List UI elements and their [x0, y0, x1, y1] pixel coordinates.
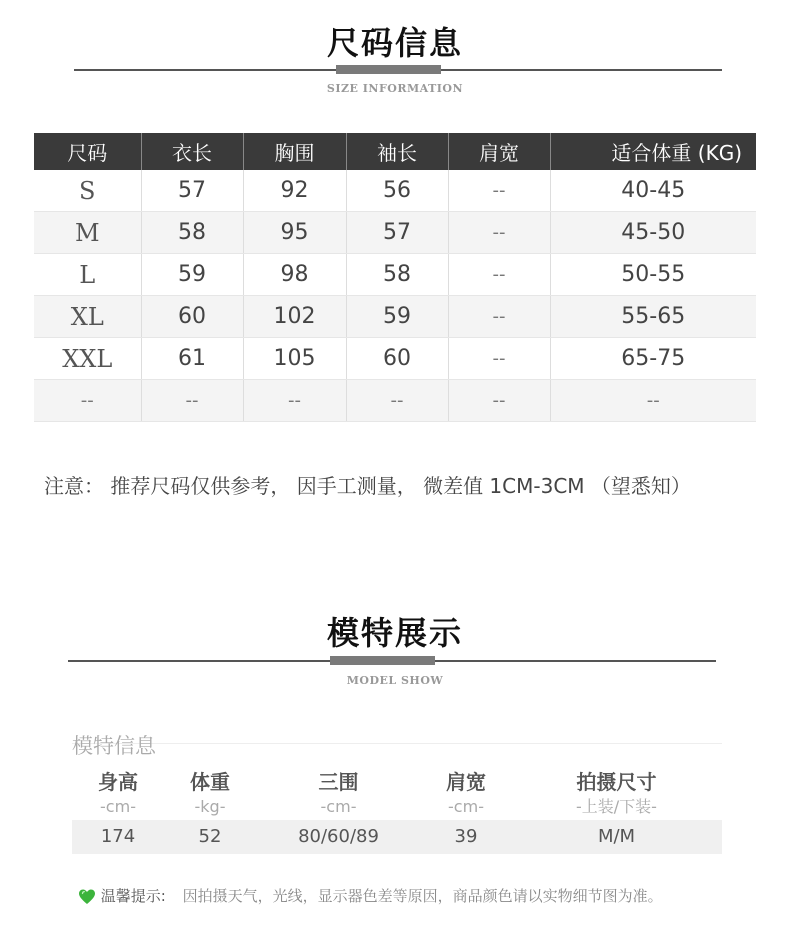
cell-size: -- [34, 380, 141, 422]
header-length: 衣长 [141, 133, 243, 170]
size-title-accent-bar [336, 65, 441, 74]
cell-shoulder: -- [448, 170, 550, 212]
model-header-shoulder: 肩宽 [446, 770, 486, 794]
cell-sleeve: -- [346, 380, 448, 422]
cell-length: -- [141, 380, 243, 422]
cell-size: XXL [34, 338, 141, 380]
tip-notice [78, 885, 663, 906]
model-value-shoulder: 39 [454, 826, 478, 847]
size-section-title: 尺码信息 [326, 24, 463, 62]
cell-sleeve: 60 [346, 338, 448, 380]
tip-label: 温馨提示: [100, 887, 166, 905]
cell-weight: 40-45 [550, 170, 756, 212]
model-section-title: 模特展示 [326, 614, 463, 652]
cell-length: 59 [141, 254, 243, 296]
cell-weight: 55-65 [550, 296, 756, 338]
heart-icon [78, 888, 96, 906]
table-row [34, 170, 756, 212]
size-section-subtitle: SIZE INFORMATION [326, 82, 464, 95]
cell-sleeve: 57 [346, 212, 448, 254]
cell-chest: 95 [243, 212, 346, 254]
size-note: 注意： 推荐尺码仅供参考， 因手工测量， 微差值 1CM-3CM （望悉知） [44, 474, 691, 498]
model-info-table [72, 768, 722, 854]
cell-length: 58 [141, 212, 243, 254]
cell-chest: 102 [243, 296, 346, 338]
cell-chest: 98 [243, 254, 346, 296]
cell-size: S [34, 170, 141, 212]
header-weight: 适合体重 (KG) [550, 133, 756, 170]
size-table [34, 133, 756, 422]
cell-weight: 65-75 [550, 338, 756, 380]
cell-length: 61 [141, 338, 243, 380]
model-value-measurements: 80/60/89 [298, 826, 379, 847]
header-size: 尺码 [34, 133, 141, 170]
tip-text: 因拍摄天气，光线，显示器色差等原因，商品颜色请以实物细节图为准。 [182, 887, 663, 905]
model-unit-shot-size: -上装/下装- [576, 797, 657, 816]
model-header-measurements: 三围 [318, 770, 359, 794]
cell-chest: 92 [243, 170, 346, 212]
table-row [34, 212, 756, 254]
cell-weight: 45-50 [550, 212, 756, 254]
model-unit-measurements: -cm- [320, 797, 357, 816]
model-unit-row [72, 796, 722, 820]
cell-shoulder: -- [448, 212, 550, 254]
cell-length: 60 [141, 296, 243, 338]
cell-sleeve: 56 [346, 170, 448, 212]
header-chest: 胸围 [243, 133, 346, 170]
cell-shoulder: -- [448, 296, 550, 338]
model-unit-height: -cm- [100, 797, 136, 816]
model-header-weight: 体重 [190, 770, 230, 794]
model-value-weight: 52 [198, 826, 222, 847]
model-value-height: 174 [100, 826, 136, 847]
model-info-heading: 模特信息 [72, 734, 156, 758]
cell-sleeve: 58 [346, 254, 448, 296]
cell-sleeve: 59 [346, 296, 448, 338]
header-shoulder: 肩宽 [448, 133, 550, 170]
cell-shoulder: -- [448, 338, 550, 380]
model-unit-shoulder: -cm- [448, 797, 484, 816]
cell-size: M [34, 212, 141, 254]
cell-weight: -- [550, 380, 756, 422]
table-row [34, 380, 756, 422]
header-sleeve: 袖长 [346, 133, 448, 170]
size-table-header-row [34, 133, 756, 170]
cell-chest: -- [243, 380, 346, 422]
model-section-subtitle: MODEL SHOW [346, 674, 444, 687]
cell-size: XL [34, 296, 141, 338]
model-title-accent-bar [330, 656, 435, 665]
model-value-shot-size: M/M [597, 826, 636, 847]
cell-shoulder: -- [448, 380, 550, 422]
model-info-divider [72, 743, 722, 744]
model-header-height: 身高 [98, 770, 138, 794]
model-header-row [72, 768, 722, 796]
cell-size: L [34, 254, 141, 296]
model-unit-weight: -kg- [194, 797, 226, 816]
cell-shoulder: -- [448, 254, 550, 296]
cell-weight: 50-55 [550, 254, 756, 296]
cell-length: 57 [141, 170, 243, 212]
model-header-shot-size: 拍摄尺寸 [576, 770, 657, 794]
table-row [34, 338, 756, 380]
table-row [34, 254, 756, 296]
model-value-row [72, 820, 722, 854]
cell-chest: 105 [243, 338, 346, 380]
table-row [34, 296, 756, 338]
